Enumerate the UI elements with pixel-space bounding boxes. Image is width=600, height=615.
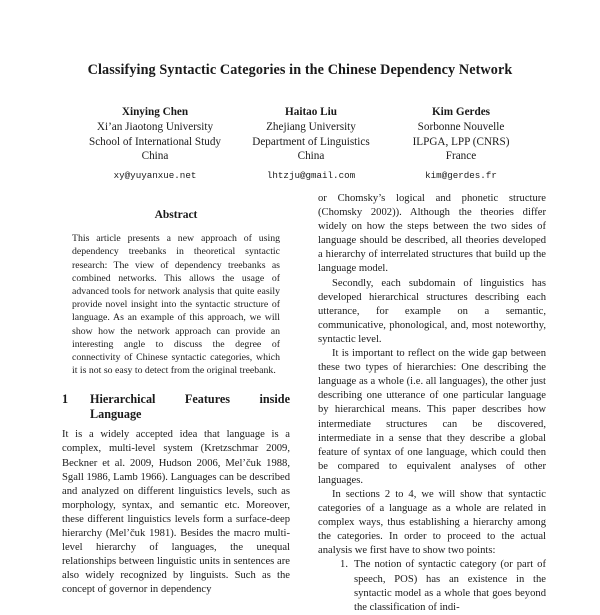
body-paragraph: In sections 2 to 4, we will show that syntactic categories of a language as a whole are related in complex ways, thus establishing a hierarchy among the categories. In order to proceed to the actual analysis we first have to show two points: bbox=[318, 488, 546, 557]
author-country: China bbox=[297, 150, 325, 163]
author-email: xy@yuyanxue.net bbox=[113, 170, 197, 182]
body-paragraph: or Chomsky’s logical and phonetic structure (Chomsky 2002)). Although the theories differ widely on how the steps between the two sides of language should be described, all theories developed a hierarchy of interrelated structures that build up the language model. bbox=[318, 193, 546, 275]
author-country: China bbox=[141, 150, 169, 163]
author-block-1 bbox=[74, 105, 236, 184]
abstract-text: This article presents a new approach of using dependency treebanks in theoretical syntactic research: The view of dependency treebanks as combined networks. This allows the usage of advanced tools for network analysis that quite easily provide novel insight into the syntactic structure of language. As an example of this approach, we will show how the network approach can provide an interesting angle to discuss the degree of connectivity of Chinese syntactic categories, which it is not so easy to detect from the original treebank. bbox=[72, 233, 280, 377]
section-number: 1 bbox=[62, 392, 69, 407]
author-block-3 bbox=[386, 105, 536, 184]
author-name: Haitao Liu bbox=[285, 106, 337, 118]
author-department: Department of Linguistics bbox=[252, 135, 370, 148]
author-affiliation: Xi’an Jiaotong University bbox=[96, 120, 214, 133]
abstract-heading: Abstract bbox=[154, 209, 198, 221]
author-department: ILPGA, LPP (CNRS) bbox=[412, 135, 510, 148]
right-column bbox=[318, 192, 546, 615]
section-heading bbox=[62, 392, 290, 422]
author-email: kim@gerdes.fr bbox=[425, 170, 497, 182]
author-affiliation: Sorbonne Nouvelle bbox=[417, 120, 505, 133]
author-department: School of International Study bbox=[88, 135, 222, 148]
body-paragraph: It is a widely accepted idea that language is a complex, multi-level system (Kretzschmar 2009, Beckner et al. 2009, Hudson 2006, Mel’čuk 1988, Sgall 1986, Lamb 1966). Languages can be described and analyzed on different linguistics levels, such as morphology, syntax, and semantic etc. Moreover, these different linguistics levels form a surface-deep hierarchy (Mel’čuk 1981). Besides the macro multi-level hierarchy of languages, the unequal relationships between linguistic units in sentences are also widely recognized by linguists. Such as the concept of governor in dependency bbox=[62, 429, 290, 596]
list-item-text: The notion of syntactic category (or part of speech, POS) has an existence in the syntactic model as a whole that goes beyond the classification of indi- bbox=[354, 559, 546, 613]
list-item-number: 1. bbox=[340, 559, 348, 571]
author-name: Xinying Chen bbox=[121, 106, 189, 118]
section-title: Hierarchical Features inside Language bbox=[90, 392, 290, 422]
author-block-2 bbox=[236, 105, 386, 184]
left-column bbox=[62, 208, 290, 597]
paper-title: Classifying Syntactic Categories in the Chinese Dependency Network bbox=[87, 62, 513, 78]
author-name: Kim Gerdes bbox=[431, 106, 491, 118]
author-affiliation: Zhejiang University bbox=[266, 120, 356, 133]
body-paragraph: It is important to reflect on the wide gap between these two types of hierarchies: One describing the language as a whole (i.e. all languages), the other just describing one utterance of one particular language by hierarchical means. This paper describes how intermediate structures can be discovered, intermediate in a sense that they describe a global feature of syntax of one language, which could then be compared to equivalent analyses of other languages. bbox=[318, 348, 546, 486]
list-item bbox=[318, 558, 546, 614]
author-country: France bbox=[445, 150, 477, 163]
author-email: lhtzju@gmail.com bbox=[266, 170, 356, 182]
numbered-list bbox=[318, 558, 546, 614]
body-paragraph: Secondly, each subdomain of linguistics has developed hierarchical structures describing each utterance, for example on a semantic, communicative, phonological, and, most noteworthy, syntactic level. bbox=[318, 277, 546, 345]
